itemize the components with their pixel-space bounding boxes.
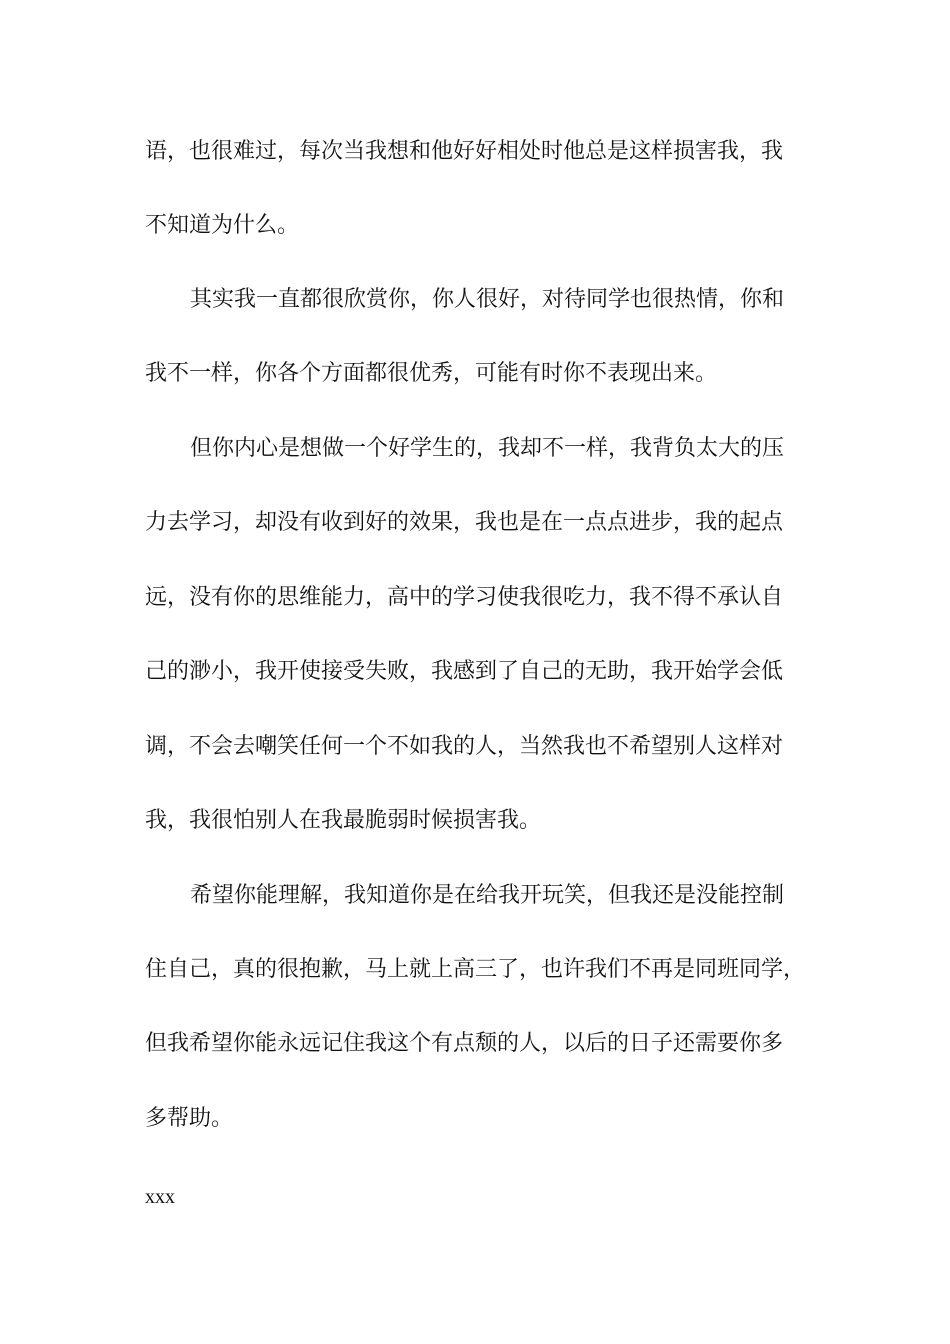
paragraph-first-line: 但你内心是想做一个好学生的，我却不一样，我背负太大的压 [190, 436, 785, 461]
text-line: 不知道为什么。 [145, 213, 300, 238]
text-line: 调，不会去嘲笑任何一个不如我的人，当然我也不希望别人这样对 [145, 734, 784, 759]
paragraph-first-line: 其实我一直都很欣赏你，你人很好，对待同学也很热情，你和 [190, 287, 785, 312]
text-line: 住自己，真的很抱歉，马上就上高三了，也许我们不再是同班同学， [145, 957, 806, 982]
paragraph-first-line: 希望你能理解，我知道你是在给我开玩笑，但我还是没能控制 [190, 883, 785, 908]
text-line: 力去学习，却没有收到好的效果，我也是在一点点进步，我的起点 [145, 510, 784, 535]
signature: xxx [145, 1186, 175, 1208]
text-line: 语，也很难过，每次当我想和他好好相处时他总是这样损害我，我 [145, 139, 784, 164]
text-line: 但我希望你能永远记住我这个有点颓的人，以后的日子还需要你多 [145, 1031, 784, 1056]
text-line: 多帮助。 [145, 1106, 234, 1131]
text-line: 远，没有你的思维能力，高中的学习使我很吃力，我不得不承认自 [145, 585, 784, 610]
text-line: 己的渺小，我开使接受失败，我感到了自己的无助，我开始学会低 [145, 659, 784, 684]
text-line: 我，我很怕别人在我最脆弱时候损害我。 [145, 808, 542, 833]
text-line: 我不一样，你各个方面都很优秀，可能有时你不表现出来。 [145, 361, 718, 386]
